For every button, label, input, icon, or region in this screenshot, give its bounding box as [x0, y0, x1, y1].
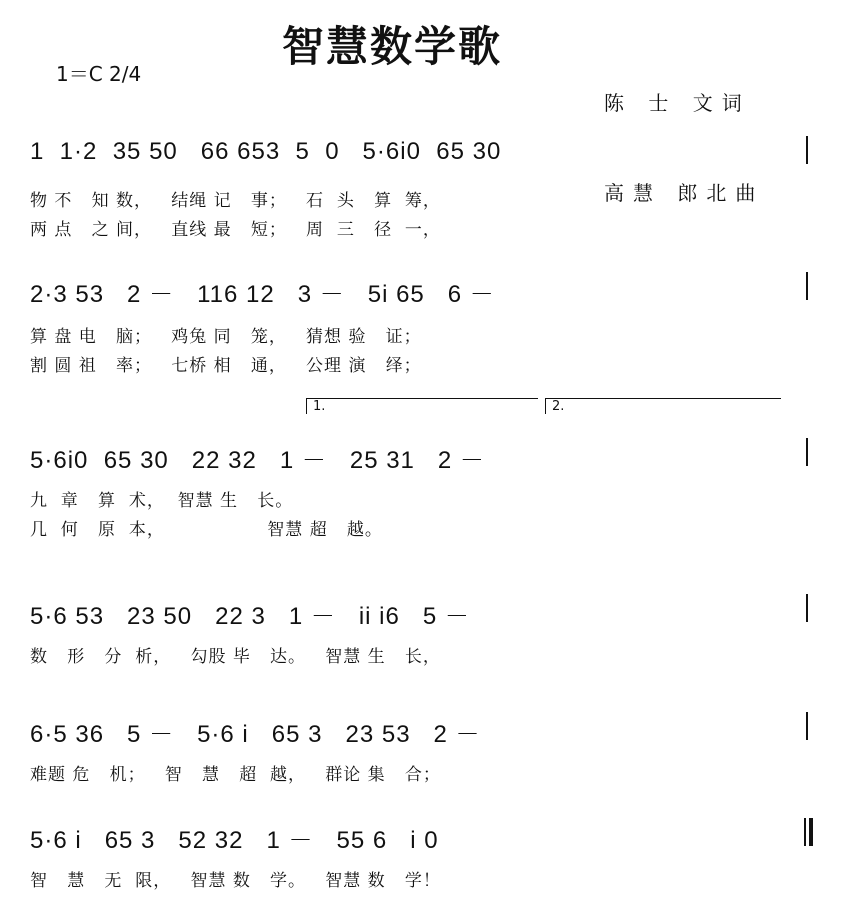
bar-line-end-system-2 — [806, 272, 808, 300]
final-bar-thin — [804, 818, 806, 846]
volta-second-ending — [545, 398, 781, 414]
lyrics-system-5: 难题 危 机； 智 慧 超 越， 群论 集 合； — [30, 765, 441, 785]
notes-system-2: 2·3 53 2 － 116 12 3 － 5i 65 6 － — [30, 281, 495, 308]
bar-line-end-system-4 — [806, 594, 808, 622]
volta-first-ending — [306, 398, 538, 414]
lyrics-system-3-verse-2: 几 何 原 本， 智慧 超 越。 — [30, 520, 383, 540]
notes-system-1: 1 1·2 35 50 66 653 5 0 5·6i0 65 30 — [30, 138, 502, 165]
bar-line-end-system-5 — [806, 712, 808, 740]
lyricist-credit: 陈 士 文词 — [604, 91, 751, 115]
notes-system-5: 6·5 36 5 － 5·6 i 65 3 23 53 2 － — [30, 721, 481, 748]
volta-second-label: 2. — [552, 399, 565, 414]
volta-first-label: 1. — [313, 399, 326, 414]
lyrics-system-1-verse-2: 两 点 之 间， 直线 最 短； 周 三 径 一， — [30, 220, 441, 240]
lyrics-system-2-verse-1: 算 盘 电 脑； 鸡兔 同 笼， 猜想 验 证； — [30, 327, 422, 347]
notes-system-3: 5·6i0 65 30 22 32 1 － 25 31 2 － — [30, 447, 485, 474]
composer-credit: 高慧 郎北曲 — [604, 181, 765, 205]
lyrics-system-2-verse-2: 割 圆 祖 率； 七桥 相 通， 公理 演 绎； — [30, 356, 422, 376]
final-bar-thick — [809, 818, 813, 846]
notes-system-4: 5·6 53 23 50 22 3 1 － ii i6 5 － — [30, 603, 470, 630]
lyrics-system-3-verse-1: 九 章 算 术， 智慧 生 长。 — [30, 491, 294, 511]
lyrics-system-1-verse-1: 物 不 知 数， 结绳 记 事； 石 头 算 筹， — [30, 191, 441, 211]
bar-line-end-system-1 — [806, 136, 808, 164]
lyrics-system-4: 数 形 分 析， 勾股 毕 达。 智慧 生 长， — [30, 647, 441, 667]
lyrics-system-6: 智 慧 无 限， 智慧 数 学。 智慧 数 学！ — [30, 871, 441, 891]
song-title: 智慧数学歌 — [282, 22, 503, 71]
key-signature: 1＝C 2/4 — [56, 62, 142, 86]
bar-line-end-system-3 — [806, 438, 808, 466]
notes-system-6: 5·6 i 65 3 52 32 1 － 55 6 i 0 — [30, 827, 439, 854]
credits — [604, 28, 764, 238]
